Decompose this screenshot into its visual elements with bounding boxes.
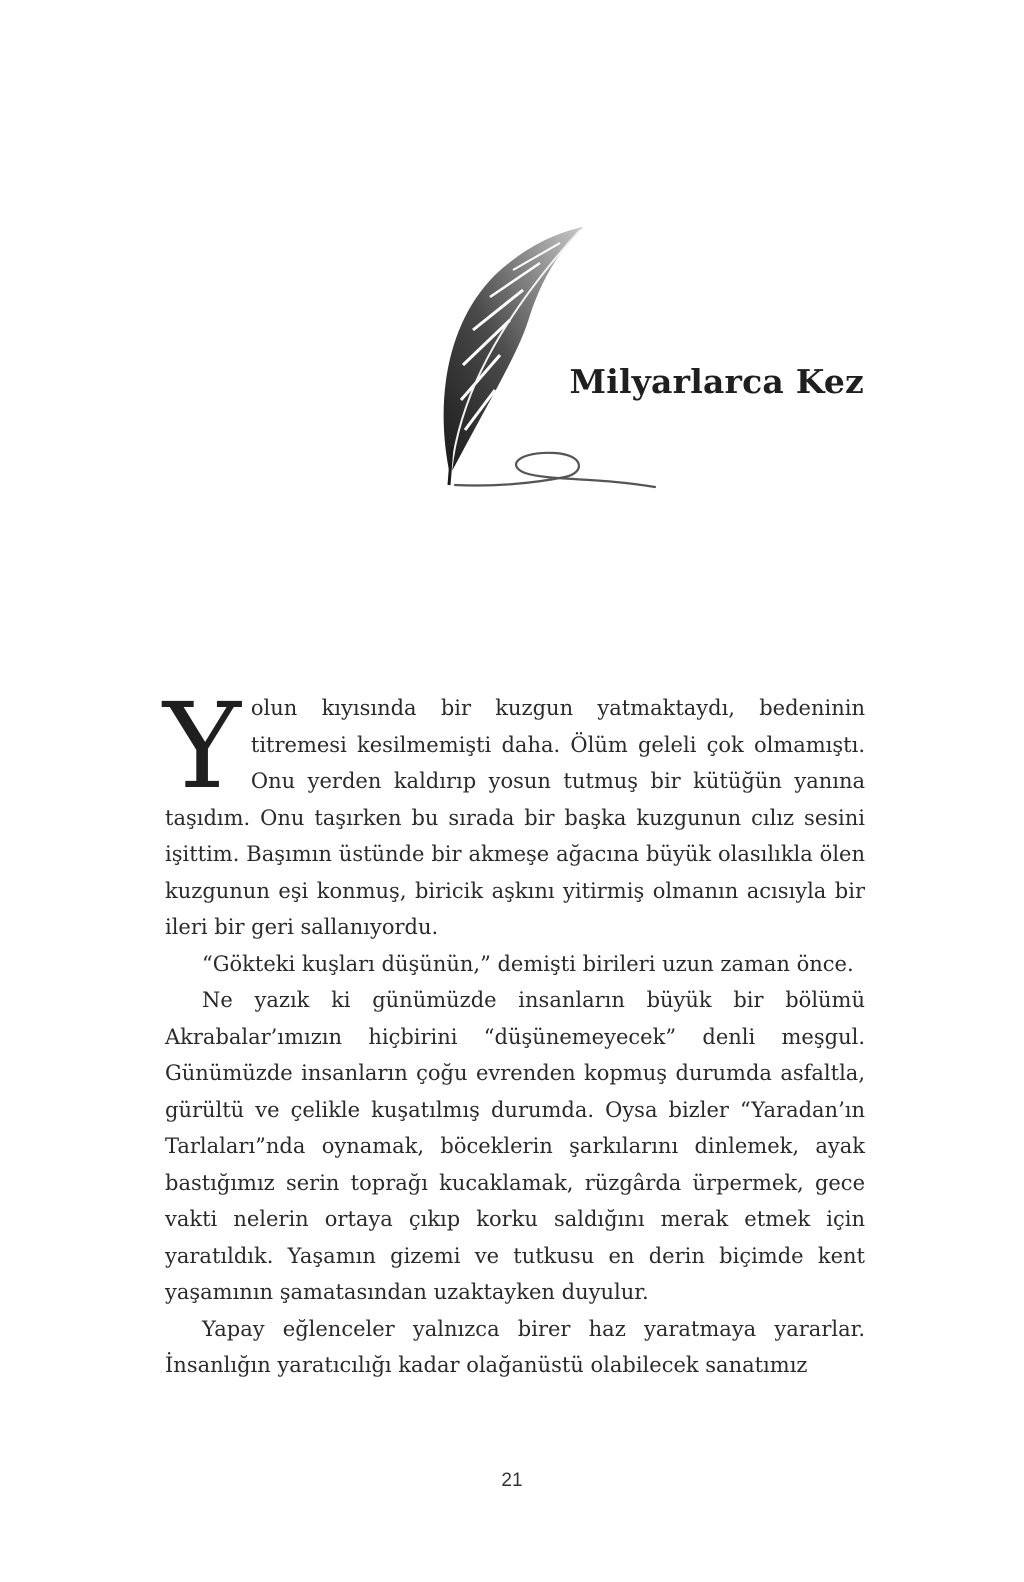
chapter-body [163, 677, 865, 1384]
chapter-title: Milyarlarca Kez [569, 362, 864, 401]
page-number: 21 [501, 1470, 523, 1491]
paragraph-4: Yapay eğlenceler yalnızca birer haz yaratmaya yararlar. İnsanlığın yaratıcılığı kadar olağanüstü olabilecek sanatımız [165, 1316, 865, 1377]
paragraph-3: Ne yazık ki günümüzde insanların büyük bir bölümü Akrabalar’ımızın hiçbirini “düşünemeyecek” denli meşgul. Günümüzde insanların çoğu evrenden kopmuş durumda asfaltla, gürültü ve çelikle kuşatılmış durumda. Oysa bizler “Yaradan’ın Tarlaları”nda oynamak, böceklerin şarkılarını dinlemek, ayak bastığımız serin toprağı kucaklamak, rüzgârda ürpermek, gece vakti nelerin ortaya çıkıp korku saldığını merak etmek için yaratıldık. Yaşamın gizemi ve tutkusu en derin biçimde kent yaşamının şamatasından uzaktayken duyulur. [165, 988, 865, 1304]
paragraph-1-text: olun kıyısında bir kuzgun yatmaktaydı, bedeninin titremesi kesilmemişti daha. Ölüm geleli çok olmamıştı. Onu yerden kaldırıp yosun tutmuş bir kütüğün yanına taşıdım. Onu taşırken bu sırada bir başka kuzgunun cılız sesini işittim. Başımın üstünde bir akmeşe ağacına büyük olasılıkla ölen kuzgunun eşi konmuş, biricik aşkını yitirmiş olmanın acısıyla bir ileri bir geri sallanıyordu. [165, 696, 865, 939]
paragraph-1 [163, 677, 865, 946]
paragraph-2: “Gökteki kuşları düşünün,” demişti birileri uzun zaman önce. [202, 951, 854, 976]
drop-cap: Y [163, 677, 241, 815]
quill-feather-icon [425, 215, 675, 500]
